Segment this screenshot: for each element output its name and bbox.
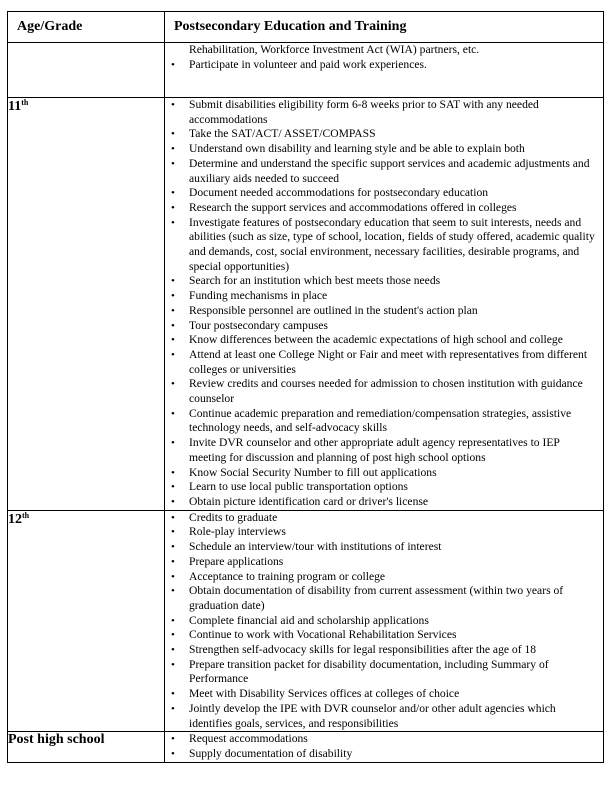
- bullet-icon: •: [171, 378, 175, 391]
- list-item: [165, 628, 603, 643]
- list-item: [165, 466, 603, 481]
- list-item-text: Investigate features of postsecondary education that seem to suit interests, needs and abilities (such as size, type of school, location, fields of study offered, academic quality and demands, cost, social environment, necessary facilities, desirable programs, and special opportunities): [189, 215, 595, 273]
- bullet-icon: •: [171, 187, 175, 200]
- list-item: [165, 407, 603, 436]
- list-item-text: Schedule an interview/tour with institutions of interest: [189, 540, 442, 554]
- list-item-text: Document needed accommodations for postsecondary education: [189, 186, 489, 200]
- list-item-text: Prepare applications: [189, 554, 284, 568]
- postsecondary-header: Postsecondary Education and Training: [165, 12, 604, 43]
- list-item: [165, 98, 603, 127]
- list-item: [165, 58, 603, 73]
- list-item-text: Credits to graduate: [189, 510, 278, 524]
- list-item: [165, 687, 603, 702]
- list-item: [165, 747, 603, 762]
- bullet-icon: •: [171, 629, 175, 642]
- list-item: [165, 732, 603, 747]
- bullet-icon: •: [171, 747, 175, 760]
- list-item-text: Tour postsecondary campuses: [189, 318, 328, 332]
- list-item: [165, 570, 603, 585]
- list-item: [165, 274, 603, 289]
- bullet-icon: •: [171, 99, 175, 111]
- bullet-icon: •: [171, 702, 175, 715]
- bullet-icon: •: [171, 143, 175, 156]
- continuation-row: [8, 43, 604, 98]
- post-high-school-row: [8, 732, 604, 762]
- list-item: [165, 614, 603, 629]
- list-item-text: Continue academic preparation and remediation/compensation strategies, assistive technology needs, and self-advocacy skills: [189, 406, 572, 435]
- list-item-text: Take the SAT/ACT/ ASSET/COMPASS: [189, 127, 376, 141]
- list-item-text: Jointly develop the IPE with DVR counselor and/or other adult agencies which identifies goals, services, and responsibilities: [189, 701, 556, 730]
- bullet-icon: •: [171, 201, 175, 214]
- bullet-icon: •: [171, 334, 175, 347]
- list-item-text: Supply documentation of disability: [189, 746, 353, 760]
- table-header-row: [8, 12, 604, 43]
- bullet-icon: •: [171, 157, 175, 170]
- list-item-text: Role-play interviews: [189, 525, 286, 539]
- bullet-icon: •: [171, 437, 175, 450]
- list-item: [165, 201, 603, 216]
- list-item-text: Review credits and courses needed for admission to chosen institution with guidance counselor: [189, 377, 583, 406]
- list-item-text: Attend at least one College Night or Fair and meet with representatives from different colleges or universities: [189, 347, 588, 376]
- list-item: [165, 289, 603, 304]
- bullet-icon: •: [171, 541, 175, 554]
- bullet-icon: •: [171, 570, 175, 583]
- bullet-icon: •: [171, 511, 175, 524]
- list-item-text: Funding mechanisms in place: [189, 289, 328, 303]
- bullet-icon: •: [171, 466, 175, 479]
- list-item: [165, 658, 603, 687]
- bullet-icon: •: [171, 526, 175, 539]
- list-item-text: Learn to use local public transportation options: [189, 480, 408, 494]
- post-high-school-list: [165, 732, 603, 761]
- list-item-text: Search for an institution which best meets those needs: [189, 274, 441, 288]
- grade-11-items-cell: [165, 98, 604, 511]
- list-item: [165, 142, 603, 157]
- transition-planning-table: [7, 11, 604, 763]
- bullet-icon: •: [171, 290, 175, 303]
- bullet-icon: •: [171, 555, 175, 568]
- bullet-icon: •: [171, 216, 175, 229]
- grade-11-list: [165, 98, 603, 510]
- list-item-text: Responsible personnel are outlined in the student's action plan: [189, 303, 478, 317]
- bullet-icon: •: [171, 585, 175, 598]
- list-item: [165, 333, 603, 348]
- list-item: [165, 186, 603, 201]
- continuation-items-cell: [165, 43, 604, 98]
- grade-12-label: 12th: [8, 510, 165, 732]
- grade-12-items-cell: [165, 510, 604, 732]
- continued-text-line: Rehabilitation, Workforce Investment Act (WIA) partners, etc.: [189, 43, 480, 56]
- list-item: [165, 436, 603, 465]
- grade-12-list: [165, 511, 603, 732]
- list-item: [165, 127, 603, 142]
- bullet-icon: •: [171, 644, 175, 657]
- list-item-text: Participate in volunteer and paid work experiences.: [189, 57, 427, 71]
- list-item-text: Request accommodations: [189, 732, 308, 746]
- list-item: [165, 511, 603, 526]
- bullet-icon: •: [171, 495, 175, 508]
- list-item: [165, 304, 603, 319]
- post-high-school-label: Post high school: [8, 732, 165, 762]
- list-item: [165, 319, 603, 334]
- list-item: [165, 377, 603, 406]
- bullet-icon: •: [171, 304, 175, 317]
- list-item: [165, 643, 603, 658]
- bullet-icon: •: [171, 688, 175, 701]
- list-item: [165, 216, 603, 275]
- age-grade-header: Age/Grade: [8, 12, 165, 43]
- list-item: [165, 480, 603, 495]
- list-item-text: Prepare transition packet for disability documentation, including Summary of Performance: [189, 657, 549, 686]
- bullet-icon: •: [171, 614, 175, 627]
- list-item-text: Know Social Security Number to fill out applications: [189, 465, 437, 479]
- bullet-icon: •: [171, 733, 175, 746]
- bullet-icon: •: [171, 658, 175, 671]
- list-item-text: Determine and understand the specific support services and academic adjustments and auxiliary aids needed to succeed: [189, 156, 590, 185]
- continuation-list: [165, 58, 603, 73]
- list-item-text: Meet with Disability Services offices at colleges of choice: [189, 687, 460, 701]
- post-high-school-items-cell: [165, 732, 604, 762]
- list-item-text: Obtain documentation of disability from current assessment (within two years of graduation date): [189, 584, 564, 612]
- list-item: [165, 540, 603, 555]
- list-item-text: Submit disabilities eligibility form 6-8 weeks prior to SAT with any needed accommodations: [189, 98, 539, 126]
- grade-12-row: [8, 510, 604, 732]
- list-item-text: Strengthen self-advocacy skills for legal responsibilities after the age of 18: [189, 643, 537, 657]
- list-item-text: Understand own disability and learning style and be able to explain both: [189, 142, 525, 156]
- list-item: [165, 495, 603, 510]
- bullet-icon: •: [171, 348, 175, 361]
- bullet-icon: •: [171, 128, 175, 141]
- list-item: [165, 157, 603, 186]
- list-item-text: Know differences between the academic expectations of high school and college: [189, 333, 563, 347]
- list-item: [165, 702, 603, 731]
- list-item-text: Research the support services and accommodations offered in colleges: [189, 200, 517, 214]
- grade-11-label: 11th: [8, 98, 165, 511]
- list-item-text: Complete financial aid and scholarship applications: [189, 613, 429, 627]
- list-item-text: Continue to work with Vocational Rehabilitation Services: [189, 628, 457, 642]
- grade-11-row: [8, 98, 604, 511]
- list-item: [165, 525, 603, 540]
- bullet-icon: •: [171, 58, 175, 71]
- list-item-text: Invite DVR counselor and other appropriate adult agency representatives to IEP meeting for discussion and planning of post high school options: [189, 436, 560, 464]
- bullet-icon: •: [171, 319, 175, 332]
- list-item-text: Acceptance to training program or college: [189, 569, 386, 583]
- list-item: [165, 584, 603, 613]
- bullet-icon: •: [171, 275, 175, 288]
- bullet-icon: •: [171, 481, 175, 494]
- list-item: [165, 348, 603, 377]
- list-item-text: Obtain picture identification card or driver's license: [189, 494, 429, 508]
- list-item: [165, 555, 603, 570]
- continuation-age-cell: [8, 43, 165, 98]
- bullet-icon: •: [171, 407, 175, 420]
